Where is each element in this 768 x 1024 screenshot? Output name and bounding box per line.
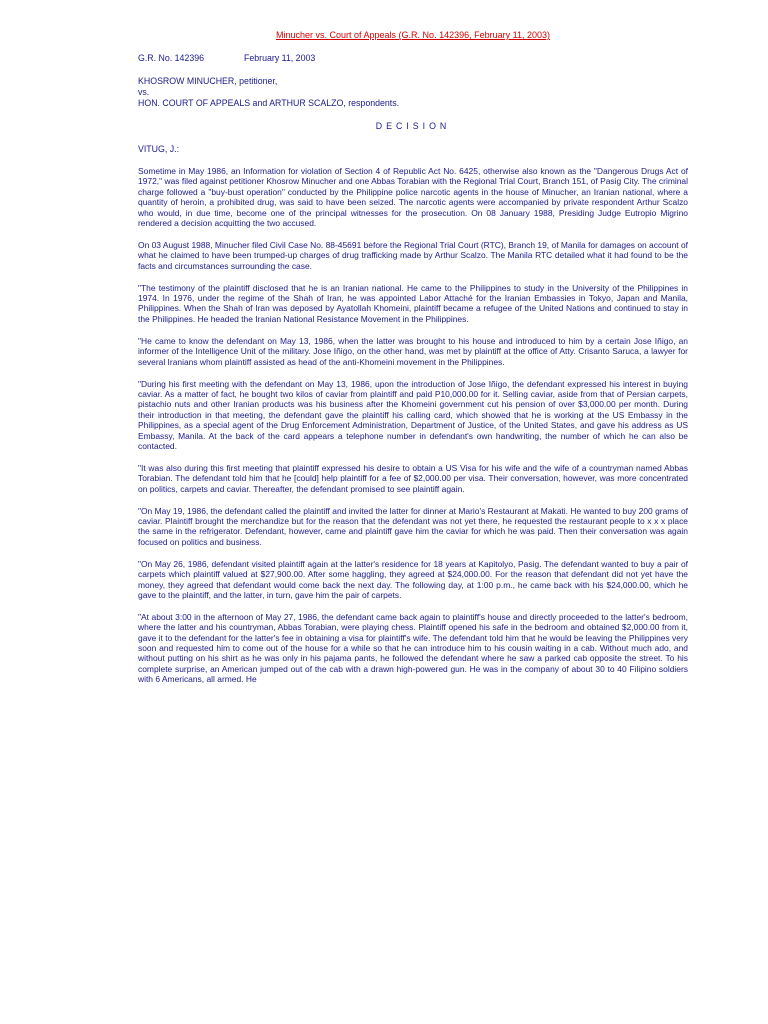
- case-parties: [138, 76, 688, 109]
- case-meta: [138, 53, 688, 64]
- paragraph: "The testimony of the plaintiff disclosed that he is an Iranian national. He came to the Philippines to study in the University of the Philippines in 1974. In 1976, under the regime of the Shah of Iran, he was appointed Labor Attaché for the Iranian Embassies in Tokyo, Japan and Manila, Philippines. When the Shah of Iran was deposed by Ayatollah Khomeini, plaintiff became a refugee of the United Nations and continued to stay in the Philippines. He headed the Iranian National Resistance Movement in the Philippines.: [138, 282, 688, 324]
- paragraph: On 03 August 1988, Minucher filed Civil Case No. 88-45691 before the Regional Trial Court (RTC), Branch 19, of Manila for damages on account of what he claimed to have been trumped-up charges of drug trafficking made by Arthur Scalzo. The Manila RTC detailed what it had found to be the facts and circumstances surrounding the case.: [138, 239, 688, 271]
- paragraph: "On May 26, 1986, defendant visited plaintiff again at the latter's residence for 18 years at Kapitolyo, Pasig. The defendant wanted to buy a pair of carpets which plaintiff valued at $27,900.00. After some haggling, they agreed at $24,000.00. For the reason that defendant did not yet have the money, they agreed that defendant would come back the next day. The following day, at 1:00 p.m., he came back with his $24,000.00, which he gave to the plaintiff, and the latter, in turn, gave him the pair of carpets.: [138, 558, 688, 600]
- paragraph: "He came to know the defendant on May 13, 1986, when the latter was brought to his house and introduced to him by a certain Jose Iñigo, an informer of the Intelligence Unit of the military. Jose Iñigo, on the other hand, was met by plaintiff at the office of Atty. Crisanto Saruca, a lawyer for several Iranians whom plaintiff assisted as head of the anti-Khomeini movement in the Philippines.: [138, 335, 688, 367]
- decision-heading: DECISION: [375, 121, 451, 131]
- ponente: VITUG, J.:: [138, 144, 180, 154]
- decision-body: [138, 166, 688, 685]
- petitioner-line: KHOSROW MINUCHER, petitioner,: [138, 76, 278, 86]
- paragraph: Sometime in May 1986, an Information for violation of Section 4 of Republic Act No. 6425, otherwise also known as the "Dangerous Drugs Act of 1972," was filed against petitioner Khosrow Minucher and one Abbas Torabian with the Regional Trial Court, Branch 151, of Pasig City. The criminal charge followed a "buy-bust operation" conducted by the Philippine police narcotic agents in the house of Minucher, an Iranian national, where a quantity of heroin, a prohibited drug, was said to have been seized. The narcotic agents were accompanied by private respondent Arthur Scalzo who would, in due time, become one of the principal witnesses for the prosecution. On 08 January 1988, Presiding Judge Eutropio Migrino rendered a decision acquitting the two accused.: [138, 166, 688, 229]
- document-title-link[interactable]: Minucher vs. Court of Appeals (G.R. No. 142396, February 11, 2003): [276, 30, 550, 40]
- decision-date: February 11, 2003: [244, 53, 316, 63]
- paragraph: "At about 3:00 in the afternoon of May 27, 1986, the defendant came back again to plaintiff's house and directly proceeded to the latter's bedroom, where the latter and his countryman, Abbas Torabian, were playing chess. Plaintiff opened his safe in the bedroom and obtained $2,000.00 from it, gave it to the defendant for the latter's fee in obtaining a visa for plaintiff's wife. The defendant told him that he would be leaving the Philippines very soon and requested him to come out of the house for a while so that he can introduce him to his cousin waiting in a cab. Without much ado, and without putting on his shirt as he was only in his pajama pants, he followed the defendant where he saw a parked cab opposite the street. To his complete surprise, an American jumped out of the cab with a drawn high-powered gun. He was in the company of about 30 to 40 Filipino soldiers with 6 Americans, all armed. He: [138, 611, 688, 685]
- paragraph: "It was also during this first meeting that plaintiff expressed his desire to obtain a US Visa for his wife and the wife of a countryman named Abbas Torabian. The defendant told him that he [could] help plaintiff for a fee of $2,000.00 per visa. Their conversation, however, was more concentrated on politics, carpets and caviar. Thereafter, the defendant promised to see plaintiff again.: [138, 462, 688, 494]
- paragraph: "During his first meeting with the defendant on May 13, 1986, upon the introduction of Jose Iñigo, the defendant expressed his interest in buying caviar. As a matter of fact, he bought two kilos of caviar from plaintiff and paid P10,000.00 for it. Selling caviar, aside from that of Persian carpets, pistachio nuts and other Iranian products was his business after the Khomeini government cut his pension of over $3,000.00 per month. During their introduction in that meeting, the defendant gave the plaintiff his calling card, which showed that he is working at the US Embassy in the Philippines, as a special agent of the Drug Enforcement Administration, Department of Justice, of the United States, and gave his address as US Embassy, Manila. At the back of the card appears a telephone number in defendant's own handwriting, the number of which he can also be contacted.: [138, 378, 688, 451]
- respondents-line: HON. COURT OF APPEALS and ARTHUR SCALZO, respondents.: [138, 98, 400, 108]
- paragraph: "On May 19, 1986, the defendant called the plaintiff and invited the latter for dinner at Mario's Restaurant at Makati. He wanted to buy 200 grams of caviar. Plaintiff brought the merchandize but for the reason that the defendant was not yet there, he requested the restaurant people to x x x place the same in the refrigerator. Defendant, however, came and plaintiff gave him the caviar for which he was paid. Then their conversation was again focused on politics and business.: [138, 505, 688, 547]
- versus-line: vs.: [138, 87, 150, 97]
- gr-number: G.R. No. 142396: [138, 53, 205, 63]
